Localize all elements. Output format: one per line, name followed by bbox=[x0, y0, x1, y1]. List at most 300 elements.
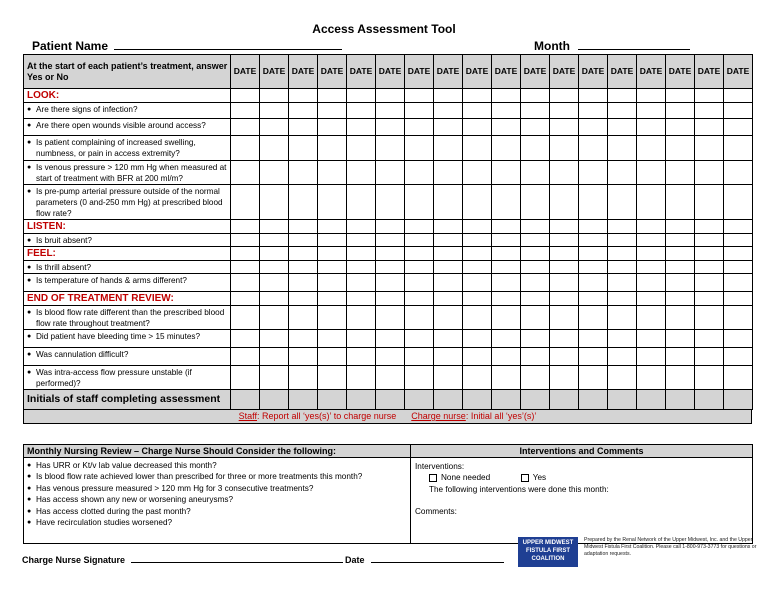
answer-cell[interactable] bbox=[376, 220, 405, 234]
answer-cell[interactable] bbox=[666, 234, 695, 247]
answer-cell[interactable] bbox=[289, 247, 318, 261]
answer-cell[interactable] bbox=[405, 247, 434, 261]
answer-cell[interactable] bbox=[318, 274, 347, 292]
answer-cell[interactable] bbox=[724, 261, 753, 274]
answer-cell[interactable] bbox=[492, 119, 521, 136]
answer-cell[interactable] bbox=[724, 366, 753, 390]
answer-cell[interactable] bbox=[550, 234, 579, 247]
answer-cell[interactable] bbox=[695, 348, 724, 366]
answer-cell[interactable] bbox=[405, 306, 434, 330]
answer-cell[interactable] bbox=[434, 103, 463, 119]
initials-cell[interactable] bbox=[376, 390, 405, 410]
answer-cell[interactable] bbox=[318, 185, 347, 220]
answer-cell[interactable] bbox=[695, 185, 724, 220]
answer-cell[interactable] bbox=[231, 103, 260, 119]
initials-cell[interactable] bbox=[695, 390, 724, 410]
answer-cell[interactable] bbox=[347, 234, 376, 247]
answer-cell[interactable] bbox=[376, 247, 405, 261]
answer-cell[interactable] bbox=[318, 220, 347, 234]
answer-cell[interactable] bbox=[492, 89, 521, 103]
answer-cell[interactable] bbox=[550, 119, 579, 136]
answer-cell[interactable] bbox=[608, 247, 637, 261]
answer-cell[interactable] bbox=[521, 136, 550, 161]
answer-cell[interactable] bbox=[260, 234, 289, 247]
answer-cell[interactable] bbox=[579, 348, 608, 366]
answer-cell[interactable] bbox=[521, 185, 550, 220]
answer-cell[interactable] bbox=[260, 292, 289, 306]
answer-cell[interactable] bbox=[637, 103, 666, 119]
answer-cell[interactable] bbox=[405, 292, 434, 306]
answer-cell[interactable] bbox=[318, 261, 347, 274]
answer-cell[interactable] bbox=[608, 261, 637, 274]
answer-cell[interactable] bbox=[405, 103, 434, 119]
answer-cell[interactable] bbox=[231, 220, 260, 234]
answer-cell[interactable] bbox=[637, 292, 666, 306]
answer-cell[interactable] bbox=[666, 136, 695, 161]
answer-cell[interactable] bbox=[579, 161, 608, 185]
answer-cell[interactable] bbox=[637, 348, 666, 366]
answer-cell[interactable] bbox=[289, 261, 318, 274]
answer-cell[interactable] bbox=[405, 89, 434, 103]
answer-cell[interactable] bbox=[434, 348, 463, 366]
answer-cell[interactable] bbox=[724, 103, 753, 119]
answer-cell[interactable] bbox=[405, 234, 434, 247]
answer-cell[interactable] bbox=[724, 89, 753, 103]
answer-cell[interactable] bbox=[724, 330, 753, 348]
answer-cell[interactable] bbox=[434, 161, 463, 185]
answer-cell[interactable] bbox=[434, 136, 463, 161]
initials-cell[interactable] bbox=[231, 390, 260, 410]
answer-cell[interactable] bbox=[347, 119, 376, 136]
answer-cell[interactable] bbox=[376, 330, 405, 348]
answer-cell[interactable] bbox=[434, 292, 463, 306]
answer-cell[interactable] bbox=[347, 261, 376, 274]
answer-cell[interactable] bbox=[463, 292, 492, 306]
answer-cell[interactable] bbox=[347, 220, 376, 234]
answer-cell[interactable] bbox=[289, 185, 318, 220]
answer-cell[interactable] bbox=[637, 274, 666, 292]
answer-cell[interactable] bbox=[724, 161, 753, 185]
answer-cell[interactable] bbox=[579, 136, 608, 161]
answer-cell[interactable] bbox=[231, 247, 260, 261]
answer-cell[interactable] bbox=[463, 103, 492, 119]
answer-cell[interactable] bbox=[695, 161, 724, 185]
answer-cell[interactable] bbox=[724, 274, 753, 292]
answer-cell[interactable] bbox=[608, 103, 637, 119]
answer-cell[interactable] bbox=[289, 292, 318, 306]
answer-cell[interactable] bbox=[521, 292, 550, 306]
answer-cell[interactable] bbox=[637, 366, 666, 390]
answer-cell[interactable] bbox=[637, 161, 666, 185]
answer-cell[interactable] bbox=[666, 261, 695, 274]
answer-cell[interactable] bbox=[637, 330, 666, 348]
answer-cell[interactable] bbox=[463, 261, 492, 274]
answer-cell[interactable] bbox=[318, 366, 347, 390]
month-field[interactable] bbox=[534, 39, 690, 53]
answer-cell[interactable] bbox=[231, 366, 260, 390]
answer-cell[interactable] bbox=[463, 185, 492, 220]
answer-cell[interactable] bbox=[521, 261, 550, 274]
initials-cell[interactable] bbox=[347, 390, 376, 410]
answer-cell[interactable] bbox=[637, 306, 666, 330]
answer-cell[interactable] bbox=[666, 220, 695, 234]
answer-cell[interactable] bbox=[434, 274, 463, 292]
answer-cell[interactable] bbox=[666, 292, 695, 306]
answer-cell[interactable] bbox=[463, 161, 492, 185]
answer-cell[interactable] bbox=[318, 103, 347, 119]
answer-cell[interactable] bbox=[550, 274, 579, 292]
answer-cell[interactable] bbox=[260, 274, 289, 292]
initials-cell[interactable] bbox=[405, 390, 434, 410]
answer-cell[interactable] bbox=[637, 220, 666, 234]
answer-cell[interactable] bbox=[492, 366, 521, 390]
answer-cell[interactable] bbox=[260, 89, 289, 103]
answer-cell[interactable] bbox=[695, 247, 724, 261]
answer-cell[interactable] bbox=[260, 330, 289, 348]
answer-cell[interactable] bbox=[434, 89, 463, 103]
answer-cell[interactable] bbox=[260, 185, 289, 220]
answer-cell[interactable] bbox=[289, 220, 318, 234]
answer-cell[interactable] bbox=[376, 185, 405, 220]
initials-cell[interactable] bbox=[724, 390, 753, 410]
answer-cell[interactable] bbox=[434, 366, 463, 390]
answer-cell[interactable] bbox=[666, 348, 695, 366]
answer-cell[interactable] bbox=[724, 292, 753, 306]
answer-cell[interactable] bbox=[492, 330, 521, 348]
answer-cell[interactable] bbox=[608, 119, 637, 136]
answer-cell[interactable] bbox=[695, 119, 724, 136]
answer-cell[interactable] bbox=[521, 220, 550, 234]
answer-cell[interactable] bbox=[492, 247, 521, 261]
answer-cell[interactable] bbox=[347, 366, 376, 390]
answer-cell[interactable] bbox=[231, 274, 260, 292]
answer-cell[interactable] bbox=[550, 261, 579, 274]
answer-cell[interactable] bbox=[289, 306, 318, 330]
answer-cell[interactable] bbox=[695, 261, 724, 274]
answer-cell[interactable] bbox=[347, 306, 376, 330]
answer-cell[interactable] bbox=[376, 261, 405, 274]
answer-cell[interactable] bbox=[695, 366, 724, 390]
answer-cell[interactable] bbox=[637, 119, 666, 136]
answer-cell[interactable] bbox=[405, 161, 434, 185]
answer-cell[interactable] bbox=[289, 348, 318, 366]
initials-cell[interactable] bbox=[608, 390, 637, 410]
answer-cell[interactable] bbox=[347, 185, 376, 220]
answer-cell[interactable] bbox=[550, 103, 579, 119]
initials-cell[interactable] bbox=[463, 390, 492, 410]
answer-cell[interactable] bbox=[492, 292, 521, 306]
answer-cell[interactable] bbox=[289, 103, 318, 119]
answer-cell[interactable] bbox=[405, 220, 434, 234]
answer-cell[interactable] bbox=[666, 306, 695, 330]
answer-cell[interactable] bbox=[376, 306, 405, 330]
answer-cell[interactable] bbox=[608, 306, 637, 330]
answer-cell[interactable] bbox=[695, 274, 724, 292]
answer-cell[interactable] bbox=[376, 119, 405, 136]
answer-cell[interactable] bbox=[637, 185, 666, 220]
answer-cell[interactable] bbox=[434, 119, 463, 136]
answer-cell[interactable] bbox=[231, 136, 260, 161]
answer-cell[interactable] bbox=[318, 330, 347, 348]
answer-cell[interactable] bbox=[318, 247, 347, 261]
answer-cell[interactable] bbox=[463, 89, 492, 103]
answer-cell[interactable] bbox=[579, 89, 608, 103]
answer-cell[interactable] bbox=[550, 348, 579, 366]
answer-cell[interactable] bbox=[637, 234, 666, 247]
answer-cell[interactable] bbox=[405, 119, 434, 136]
answer-cell[interactable] bbox=[492, 103, 521, 119]
initials-cell[interactable] bbox=[666, 390, 695, 410]
answer-cell[interactable] bbox=[666, 119, 695, 136]
answer-cell[interactable] bbox=[260, 136, 289, 161]
answer-cell[interactable] bbox=[579, 330, 608, 348]
answer-cell[interactable] bbox=[521, 103, 550, 119]
answer-cell[interactable] bbox=[637, 247, 666, 261]
answer-cell[interactable] bbox=[695, 103, 724, 119]
answer-cell[interactable] bbox=[579, 247, 608, 261]
answer-cell[interactable] bbox=[289, 161, 318, 185]
answer-cell[interactable] bbox=[260, 119, 289, 136]
answer-cell[interactable] bbox=[405, 274, 434, 292]
answer-cell[interactable] bbox=[724, 306, 753, 330]
answer-cell[interactable] bbox=[463, 330, 492, 348]
answer-cell[interactable] bbox=[463, 366, 492, 390]
answer-cell[interactable] bbox=[666, 366, 695, 390]
answer-cell[interactable] bbox=[666, 247, 695, 261]
answer-cell[interactable] bbox=[347, 348, 376, 366]
answer-cell[interactable] bbox=[608, 220, 637, 234]
answer-cell[interactable] bbox=[521, 330, 550, 348]
answer-cell[interactable] bbox=[318, 136, 347, 161]
answer-cell[interactable] bbox=[231, 234, 260, 247]
yes-checkbox[interactable] bbox=[521, 474, 529, 482]
answer-cell[interactable] bbox=[347, 292, 376, 306]
answer-cell[interactable] bbox=[608, 136, 637, 161]
answer-cell[interactable] bbox=[608, 274, 637, 292]
answer-cell[interactable] bbox=[666, 185, 695, 220]
answer-cell[interactable] bbox=[521, 89, 550, 103]
answer-cell[interactable] bbox=[695, 220, 724, 234]
answer-cell[interactable] bbox=[289, 119, 318, 136]
answer-cell[interactable] bbox=[318, 292, 347, 306]
answer-cell[interactable] bbox=[666, 274, 695, 292]
answer-cell[interactable] bbox=[405, 366, 434, 390]
answer-cell[interactable] bbox=[695, 136, 724, 161]
answer-cell[interactable] bbox=[463, 136, 492, 161]
answer-cell[interactable] bbox=[231, 348, 260, 366]
answer-cell[interactable] bbox=[463, 348, 492, 366]
answer-cell[interactable] bbox=[347, 89, 376, 103]
answer-cell[interactable] bbox=[724, 348, 753, 366]
answer-cell[interactable] bbox=[405, 136, 434, 161]
answer-cell[interactable] bbox=[608, 366, 637, 390]
answer-cell[interactable] bbox=[724, 234, 753, 247]
answer-cell[interactable] bbox=[637, 261, 666, 274]
answer-cell[interactable] bbox=[550, 247, 579, 261]
answer-cell[interactable] bbox=[724, 185, 753, 220]
answer-cell[interactable] bbox=[521, 348, 550, 366]
answer-cell[interactable] bbox=[521, 234, 550, 247]
answer-cell[interactable] bbox=[463, 234, 492, 247]
answer-cell[interactable] bbox=[579, 103, 608, 119]
answer-cell[interactable] bbox=[724, 136, 753, 161]
answer-cell[interactable] bbox=[666, 161, 695, 185]
answer-cell[interactable] bbox=[695, 89, 724, 103]
answer-cell[interactable] bbox=[434, 247, 463, 261]
answer-cell[interactable] bbox=[376, 136, 405, 161]
answer-cell[interactable] bbox=[463, 306, 492, 330]
answer-cell[interactable] bbox=[492, 185, 521, 220]
answer-cell[interactable] bbox=[376, 103, 405, 119]
answer-cell[interactable] bbox=[260, 306, 289, 330]
answer-cell[interactable] bbox=[608, 161, 637, 185]
patient-name-field[interactable] bbox=[32, 39, 342, 53]
answer-cell[interactable] bbox=[550, 330, 579, 348]
initials-cell[interactable] bbox=[260, 390, 289, 410]
answer-cell[interactable] bbox=[492, 306, 521, 330]
none-needed-checkbox[interactable] bbox=[429, 474, 437, 482]
answer-cell[interactable] bbox=[666, 103, 695, 119]
answer-cell[interactable] bbox=[260, 348, 289, 366]
answer-cell[interactable] bbox=[289, 274, 318, 292]
initials-cell[interactable] bbox=[434, 390, 463, 410]
answer-cell[interactable] bbox=[318, 348, 347, 366]
answer-cell[interactable] bbox=[550, 306, 579, 330]
answer-cell[interactable] bbox=[376, 348, 405, 366]
answer-cell[interactable] bbox=[666, 89, 695, 103]
answer-cell[interactable] bbox=[376, 161, 405, 185]
answer-cell[interactable] bbox=[289, 89, 318, 103]
answer-cell[interactable] bbox=[608, 234, 637, 247]
answer-cell[interactable] bbox=[695, 234, 724, 247]
answer-cell[interactable] bbox=[579, 306, 608, 330]
answer-cell[interactable] bbox=[405, 330, 434, 348]
answer-cell[interactable] bbox=[289, 366, 318, 390]
answer-cell[interactable] bbox=[463, 247, 492, 261]
answer-cell[interactable] bbox=[318, 119, 347, 136]
answer-cell[interactable] bbox=[579, 292, 608, 306]
answer-cell[interactable] bbox=[492, 220, 521, 234]
answer-cell[interactable] bbox=[231, 330, 260, 348]
answer-cell[interactable] bbox=[231, 185, 260, 220]
answer-cell[interactable] bbox=[231, 89, 260, 103]
initials-cell[interactable] bbox=[637, 390, 666, 410]
answer-cell[interactable] bbox=[318, 89, 347, 103]
answer-cell[interactable] bbox=[492, 348, 521, 366]
initials-cell[interactable] bbox=[492, 390, 521, 410]
answer-cell[interactable] bbox=[492, 274, 521, 292]
answer-cell[interactable] bbox=[434, 185, 463, 220]
answer-cell[interactable] bbox=[289, 330, 318, 348]
answer-cell[interactable] bbox=[318, 161, 347, 185]
answer-cell[interactable] bbox=[405, 348, 434, 366]
answer-cell[interactable] bbox=[347, 247, 376, 261]
answer-cell[interactable] bbox=[434, 234, 463, 247]
answer-cell[interactable] bbox=[376, 89, 405, 103]
answer-cell[interactable] bbox=[347, 161, 376, 185]
answer-cell[interactable] bbox=[695, 292, 724, 306]
answer-cell[interactable] bbox=[347, 136, 376, 161]
answer-cell[interactable] bbox=[666, 330, 695, 348]
answer-cell[interactable] bbox=[434, 306, 463, 330]
answer-cell[interactable] bbox=[608, 89, 637, 103]
answer-cell[interactable] bbox=[579, 234, 608, 247]
answer-cell[interactable] bbox=[550, 89, 579, 103]
answer-cell[interactable] bbox=[724, 119, 753, 136]
answer-cell[interactable] bbox=[463, 274, 492, 292]
answer-cell[interactable] bbox=[579, 185, 608, 220]
answer-cell[interactable] bbox=[347, 274, 376, 292]
answer-cell[interactable] bbox=[579, 261, 608, 274]
answer-cell[interactable] bbox=[231, 306, 260, 330]
answer-cell[interactable] bbox=[724, 220, 753, 234]
answer-cell[interactable] bbox=[550, 161, 579, 185]
initials-cell[interactable] bbox=[579, 390, 608, 410]
answer-cell[interactable] bbox=[463, 220, 492, 234]
answer-cell[interactable] bbox=[376, 292, 405, 306]
answer-cell[interactable] bbox=[608, 330, 637, 348]
answer-cell[interactable] bbox=[463, 119, 492, 136]
answer-cell[interactable] bbox=[231, 119, 260, 136]
answer-cell[interactable] bbox=[260, 220, 289, 234]
answer-cell[interactable] bbox=[550, 292, 579, 306]
answer-cell[interactable] bbox=[521, 247, 550, 261]
answer-cell[interactable] bbox=[579, 366, 608, 390]
answer-cell[interactable] bbox=[289, 234, 318, 247]
answer-cell[interactable] bbox=[550, 185, 579, 220]
answer-cell[interactable] bbox=[289, 136, 318, 161]
answer-cell[interactable] bbox=[318, 306, 347, 330]
answer-cell[interactable] bbox=[376, 366, 405, 390]
answer-cell[interactable] bbox=[695, 330, 724, 348]
answer-cell[interactable] bbox=[405, 261, 434, 274]
answer-cell[interactable] bbox=[608, 185, 637, 220]
answer-cell[interactable] bbox=[695, 306, 724, 330]
answer-cell[interactable] bbox=[260, 103, 289, 119]
answer-cell[interactable] bbox=[318, 234, 347, 247]
answer-cell[interactable] bbox=[260, 366, 289, 390]
answer-cell[interactable] bbox=[434, 330, 463, 348]
answer-cell[interactable] bbox=[608, 348, 637, 366]
answer-cell[interactable] bbox=[550, 136, 579, 161]
answer-cell[interactable] bbox=[521, 274, 550, 292]
answer-cell[interactable] bbox=[724, 247, 753, 261]
answer-cell[interactable] bbox=[231, 261, 260, 274]
answer-cell[interactable] bbox=[260, 247, 289, 261]
answer-cell[interactable] bbox=[434, 261, 463, 274]
answer-cell[interactable] bbox=[405, 185, 434, 220]
answer-cell[interactable] bbox=[550, 220, 579, 234]
answer-cell[interactable] bbox=[347, 103, 376, 119]
initials-cell[interactable] bbox=[318, 390, 347, 410]
answer-cell[interactable] bbox=[492, 136, 521, 161]
answer-cell[interactable] bbox=[376, 234, 405, 247]
initials-cell[interactable] bbox=[550, 390, 579, 410]
charge-nurse-signature-field[interactable] bbox=[22, 554, 343, 565]
answer-cell[interactable] bbox=[231, 161, 260, 185]
answer-cell[interactable] bbox=[492, 161, 521, 185]
answer-cell[interactable] bbox=[434, 220, 463, 234]
answer-cell[interactable] bbox=[637, 136, 666, 161]
answer-cell[interactable] bbox=[521, 366, 550, 390]
answer-cell[interactable] bbox=[231, 292, 260, 306]
answer-cell[interactable] bbox=[492, 234, 521, 247]
answer-cell[interactable] bbox=[579, 220, 608, 234]
answer-cell[interactable] bbox=[376, 274, 405, 292]
answer-cell[interactable] bbox=[521, 119, 550, 136]
answer-cell[interactable] bbox=[579, 119, 608, 136]
answer-cell[interactable] bbox=[260, 261, 289, 274]
